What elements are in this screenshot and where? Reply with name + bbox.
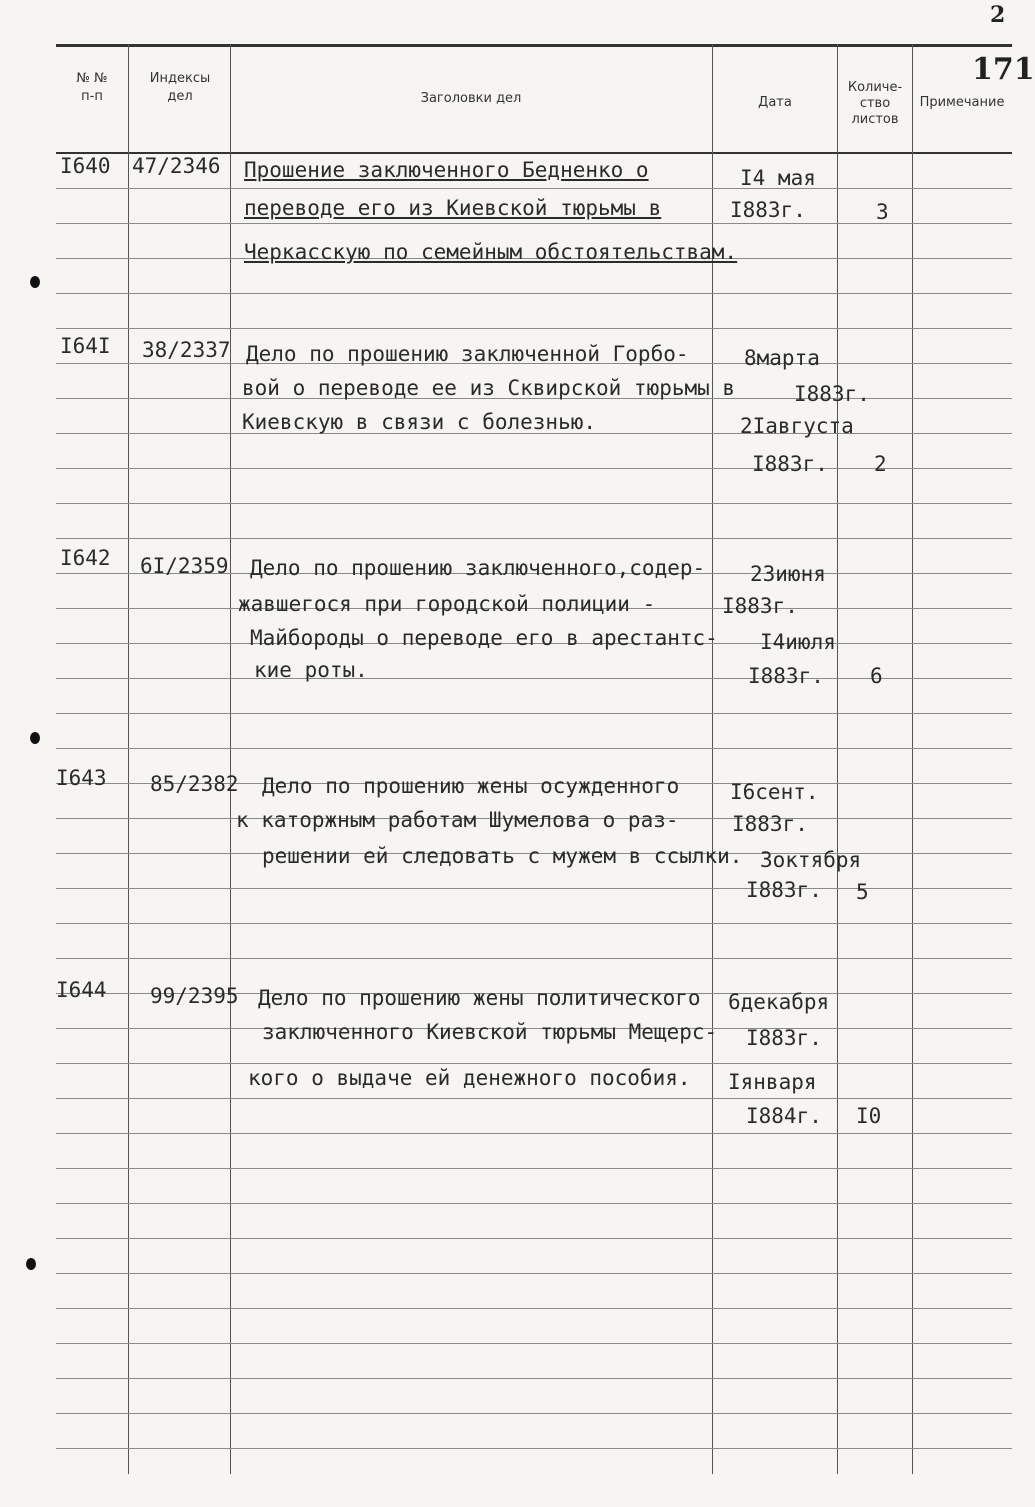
- row-title-line: вой о переводе ее из Сквирской тюрьмы в: [242, 376, 736, 400]
- header-date: Дата: [758, 95, 792, 110]
- row-sheets: 5: [856, 880, 869, 904]
- row-title-line: Майбороды о переводе его в арестантс-: [250, 626, 718, 650]
- punch-hole-mark: [30, 732, 40, 744]
- row-date: I6сент.: [730, 780, 819, 804]
- ruled-line: [56, 1203, 1012, 1204]
- header-title: Заголовки дел: [420, 91, 522, 106]
- row-number: I640: [60, 154, 111, 178]
- ruled-line: [56, 1063, 1012, 1064]
- row-title-line: переводе его из Киевской тюрьмы в: [244, 196, 662, 220]
- row-title-line: решении ей следовать с мужем в ссылки.: [262, 844, 743, 868]
- row-title-line: заключенного Киевской тюрьмы Мещерс-: [262, 1020, 718, 1044]
- row-date: I4 мая: [740, 166, 816, 190]
- row-title-line: Киевскую в связи с болезнью.: [242, 410, 597, 434]
- ruled-line: [56, 188, 1012, 189]
- row-date: I883г.: [752, 452, 828, 476]
- row-index: 47/2346: [132, 154, 221, 178]
- row-title-line: Дело по прошению заключенного,содер-: [250, 556, 706, 580]
- ruled-line: [56, 1308, 1012, 1309]
- ruled-line: [56, 1273, 1012, 1274]
- punch-hole-mark: [30, 276, 40, 288]
- ruled-line: [56, 1378, 1012, 1379]
- ruled-line: [56, 1413, 1012, 1414]
- row-index: 6I/2359: [140, 554, 229, 578]
- row-date: 8марта: [744, 346, 820, 370]
- ruled-line: [56, 503, 1012, 504]
- row-index: 38/2337: [142, 338, 231, 362]
- row-date: I884г.: [746, 1104, 822, 1128]
- row-title-line: Черкасскую по семейным обстоятельствам.: [244, 240, 738, 264]
- ruled-line: [56, 223, 1012, 224]
- row-title-line: кие роты.: [254, 658, 368, 682]
- row-date: 6декабря: [728, 990, 830, 1014]
- ruled-line: [56, 538, 1012, 539]
- ruled-line: [56, 678, 1012, 679]
- row-date: I4июля: [760, 630, 836, 654]
- punch-hole-mark: [26, 1258, 36, 1270]
- ruled-line: [56, 1098, 1012, 1099]
- ruled-line: [56, 713, 1012, 714]
- row-index: 85/2382: [150, 772, 239, 796]
- row-date: I883г.: [730, 198, 806, 222]
- ruled-line: [56, 748, 1012, 749]
- row-date: I883г.: [746, 878, 822, 902]
- header-note: Примечание: [919, 95, 1005, 110]
- header-index: Индексы дел: [149, 71, 211, 104]
- sheet-number-stamp: 171: [972, 52, 1035, 87]
- row-title-line: к каторжным работам Шумелова о раз-: [236, 808, 679, 832]
- header-sheets: Количе- ство листов: [847, 80, 903, 127]
- row-sheets: 3: [876, 200, 889, 224]
- row-date: I883г.: [722, 594, 798, 618]
- ruled-line: [56, 328, 1012, 329]
- row-date: I883г.: [748, 664, 824, 688]
- ruled-line: [56, 923, 1012, 924]
- ruled-line: [56, 1168, 1012, 1169]
- row-title-line: Дело по прошению жены политического: [258, 986, 701, 1010]
- row-date: 3октября: [760, 848, 862, 872]
- row-date: 23июня: [750, 562, 826, 586]
- row-title-line: кого о выдаче ей денежного пособия.: [248, 1066, 691, 1090]
- row-sheets: 2: [874, 452, 887, 476]
- ruled-line: [56, 468, 1012, 469]
- ruled-line: [56, 293, 1012, 294]
- ruled-line: [56, 958, 1012, 959]
- ruled-line: [56, 1238, 1012, 1239]
- row-date: 2Iавгуста: [740, 414, 854, 438]
- corner-mark-top: 2: [990, 2, 1006, 28]
- row-date: I883г.: [746, 1026, 822, 1050]
- row-number: I64I: [60, 334, 111, 358]
- row-title-line: Дело по прошению заключенной Горбо-: [246, 342, 689, 366]
- row-sheets: I0: [856, 1104, 882, 1128]
- row-date: I883г.: [732, 812, 808, 836]
- row-date: I883г.: [794, 382, 870, 406]
- header-num: № № п-п: [76, 71, 108, 104]
- ruled-line: [56, 1448, 1012, 1449]
- top-rule: [56, 44, 1012, 47]
- row-number: I644: [56, 978, 107, 1002]
- row-index: 99/2395: [150, 984, 239, 1008]
- ruled-line: [56, 1343, 1012, 1344]
- row-sheets: 6: [870, 664, 883, 688]
- row-title-line: жавшегося при городской полиции -: [238, 592, 656, 616]
- row-number: I643: [56, 766, 107, 790]
- row-title-line: Дело по прошению жены осужденного: [262, 774, 680, 798]
- ruled-line: [56, 1133, 1012, 1134]
- row-date: Iянваря: [728, 1070, 817, 1094]
- row-number: I642: [60, 546, 111, 570]
- row-title-line: Прошение заключенного Бедненко о: [244, 158, 649, 182]
